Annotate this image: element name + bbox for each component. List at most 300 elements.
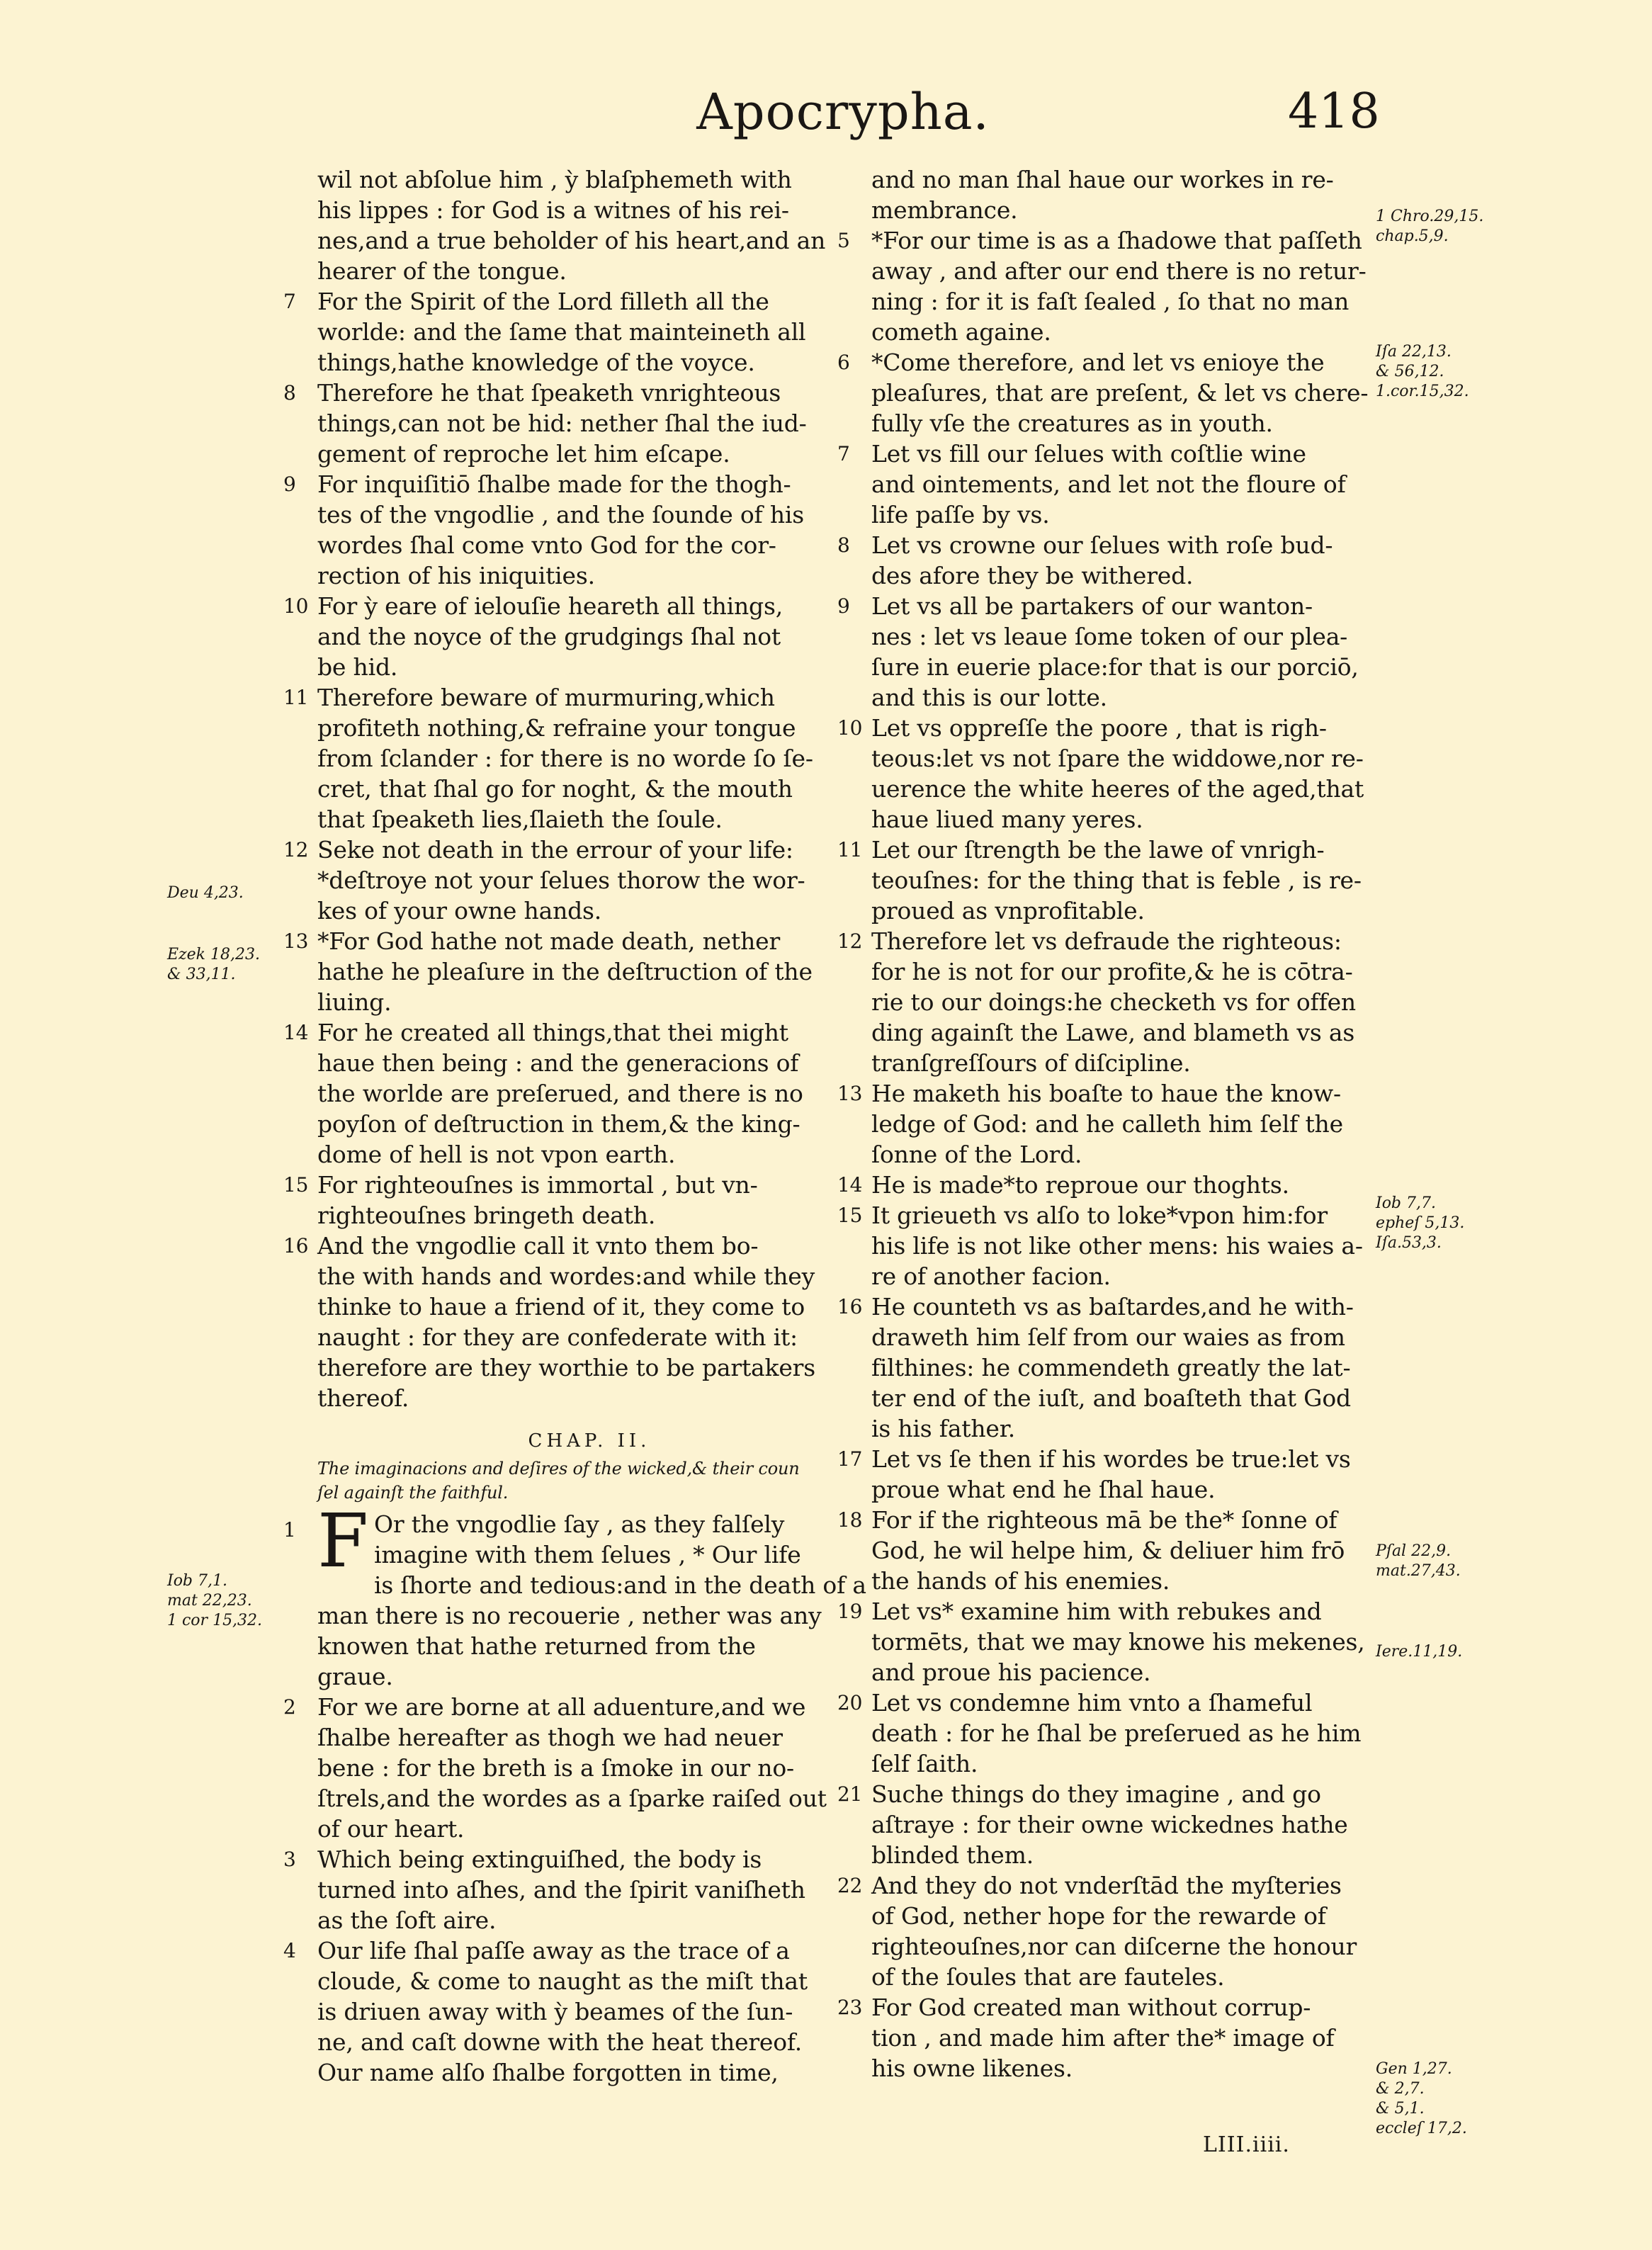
line-text: wil not abſolue him , ỳ blaſphemeth with xyxy=(317,166,792,193)
line-text: nes,and a true beholder of his heart,and an xyxy=(317,227,826,254)
text-line xyxy=(871,774,1415,804)
first-verse xyxy=(283,1498,861,1584)
text-line xyxy=(837,1779,1415,1809)
line-text: things,hathe knowledge of the voyce. xyxy=(317,349,755,376)
verse-number: 1 xyxy=(283,1518,296,1542)
line-text: nes : let vs leaue ſome token of our plea- xyxy=(871,623,1348,650)
line-text: proue what end he ſhal haue. xyxy=(871,1476,1216,1503)
line-text: For he created all things,that thei might xyxy=(317,1019,788,1046)
text-line xyxy=(283,926,861,956)
text-line xyxy=(837,1200,1415,1231)
text-line xyxy=(837,1078,1415,1109)
line-text: draweth him ſelf from our waies as from xyxy=(871,1323,1345,1351)
line-text: aſtraye : for their owne wickednes hathe xyxy=(871,1811,1348,1838)
text-line xyxy=(871,682,1415,713)
line-text: ding againſt the Lawe, and blameth vs as xyxy=(871,1019,1355,1046)
text-line xyxy=(871,1383,1415,1413)
text-line xyxy=(317,1966,861,1996)
text-line xyxy=(317,317,861,347)
margin-note-line: 1 Chro.29,15. xyxy=(1376,208,1484,225)
line-text: proued as vnprofitable. xyxy=(871,897,1145,925)
line-text: graue. xyxy=(317,1663,393,1690)
left-column xyxy=(283,164,866,2088)
line-text: is driuen away with ỳ beames of the ſun- xyxy=(317,1998,793,2025)
line-text: re of another facion. xyxy=(871,1262,1111,1290)
text-line xyxy=(871,1017,1415,1048)
line-text: cometh againe. xyxy=(871,318,1051,346)
line-text: thereof. xyxy=(317,1384,409,1412)
text-line xyxy=(871,1748,1415,1779)
text-line xyxy=(283,378,861,408)
text-line xyxy=(317,225,861,256)
line-text: *deſtroye not your ſelues thorow the wor- xyxy=(317,866,805,894)
line-text: And they do not vnderſtād the myſteries xyxy=(871,1872,1342,1899)
text-line xyxy=(317,1631,861,1661)
line-text: He maketh his boaſte to haue the know- xyxy=(871,1080,1341,1107)
margin-note xyxy=(1376,1642,1462,1662)
margin-note-line: 1 cor 15,32. xyxy=(167,1612,263,1629)
verse-number: 19 xyxy=(837,1600,863,1623)
text-line xyxy=(317,195,861,225)
line-text: righteouſnes bringeth death. xyxy=(317,1202,656,1229)
margin-note-line: Iſa.53,3. xyxy=(1376,1234,1442,1252)
line-text: Which being extinguiſhed, the body is xyxy=(317,1845,762,1873)
line-text: For righteouſnes is immortal , but vn- xyxy=(317,1171,758,1199)
text-line xyxy=(837,1688,1415,1718)
line-text: turned into aſhes, and the ſpirit vaniſheth xyxy=(317,1876,805,1904)
line-text: his owne likenes. xyxy=(871,2054,1073,2082)
line-text: Let our ſtrength be the lawe of vnrigh- xyxy=(871,836,1325,864)
line-text: fully vſe the creatures as in youth. xyxy=(871,409,1273,437)
line-text: away , and after our end there is no retur- xyxy=(871,257,1367,285)
text-line xyxy=(837,1444,1415,1474)
margin-note xyxy=(167,945,260,985)
text-line xyxy=(283,469,861,499)
text-line xyxy=(283,1231,861,1261)
margin-note xyxy=(167,1571,262,1631)
text-line xyxy=(317,1600,861,1631)
verse-number: 17 xyxy=(837,1447,863,1471)
line-text: thinke to haue a friend of it, they come to xyxy=(317,1293,805,1321)
line-text: poyſon of deſtruction in them,& the king- xyxy=(317,1110,800,1138)
line-text: be hid. xyxy=(317,653,398,681)
verse-number: 9 xyxy=(837,594,850,618)
text-line xyxy=(317,621,861,652)
margin-note-line: Iere.11,19. xyxy=(1376,1643,1463,1661)
line-text: ledge of God: and he calleth him ſelf the xyxy=(871,1110,1343,1138)
text-line xyxy=(871,1718,1415,1748)
line-text: tormēts, that we may knowe his mekenes, xyxy=(871,1628,1365,1656)
text-line xyxy=(871,1474,1415,1505)
line-text: blinded them. xyxy=(871,1841,1034,1869)
text-line xyxy=(871,1840,1415,1870)
verse-number: 11 xyxy=(283,686,309,709)
line-text: and the noyce of the grudgings ſhal not xyxy=(317,623,781,650)
text-line xyxy=(871,743,1415,774)
line-text: ter end of the iuſt, and boaſteth that God xyxy=(871,1384,1351,1412)
chapter-heading: CHAP. II. xyxy=(528,1430,651,1452)
margin-note-line: Iſa 22,13. xyxy=(1376,343,1452,361)
line-text: of God, nether hope for the rewarde of xyxy=(871,1902,1326,1930)
line-text: filthines: he commendeth greatly the lat- xyxy=(871,1354,1351,1381)
text-line xyxy=(317,164,861,195)
left-bottom-text xyxy=(283,1570,866,2088)
line-text: things,can not be hid: nether ſhal the iud- xyxy=(317,409,807,437)
text-line xyxy=(317,1322,861,1352)
verse-number: 18 xyxy=(837,1508,863,1532)
text-line xyxy=(317,256,861,286)
verse-number: 7 xyxy=(283,290,296,313)
signature-mark: LIII.iiii. xyxy=(1203,2132,1290,2157)
text-line xyxy=(317,1661,861,1692)
line-text: pleaſures, that are preſent, & let vs chere- xyxy=(871,379,1369,407)
line-text: therefore are they worthie to be partakers xyxy=(317,1354,815,1381)
text-line xyxy=(283,286,861,317)
line-text: Let vs* examine him with rebukes and xyxy=(871,1598,1322,1625)
verse-number: 2 xyxy=(283,1695,296,1719)
line-text: and ointements, and let not the floure of xyxy=(871,470,1346,498)
line-text: wordes ſhal come vnto God for the cor- xyxy=(317,531,776,559)
text-line xyxy=(317,408,861,439)
line-text: man there is no recouerie , nether was any xyxy=(317,1602,822,1629)
text-line xyxy=(317,1753,861,1783)
text-line xyxy=(317,499,861,530)
line-text: ning : for it is faſt ſealed , ſo that no man xyxy=(871,288,1350,315)
text-line xyxy=(317,987,861,1017)
verse-number: 22 xyxy=(837,1874,863,1897)
text-line xyxy=(317,1722,861,1753)
text-line xyxy=(837,1291,1415,1322)
line-text: knowen that hathe returned from the xyxy=(317,1632,756,1660)
line-text: the worlde are preſerued, and there is no xyxy=(317,1080,803,1107)
text-line xyxy=(317,804,861,835)
line-text: that ſpeaketh lies,ſlaieth the ſoule. xyxy=(317,805,723,833)
line-text: Let vs crowne our ſelues with roſe bud- xyxy=(871,531,1333,559)
text-line: Or the vngodlie ſay , as they falſely xyxy=(373,1510,785,1538)
margin-note-line: Deu 4,23. xyxy=(167,884,244,902)
text-line xyxy=(283,591,861,621)
text-line xyxy=(283,682,861,713)
summary-line: ſel againſt the faithful. xyxy=(317,1483,509,1503)
line-text: hathe he pleaſure in the deſtruction of the xyxy=(317,958,813,985)
text-line xyxy=(837,1992,1415,2023)
line-text: ſelf ſaith. xyxy=(871,1750,978,1777)
text-line xyxy=(317,774,861,804)
line-text: liuing. xyxy=(317,988,392,1016)
line-text: Suche things do they imagine , and go xyxy=(871,1780,1321,1808)
text-line xyxy=(837,1870,1415,1901)
text-line xyxy=(837,1505,1415,1535)
text-line xyxy=(317,439,861,469)
line-text: Therefore let vs defraude the righteous: xyxy=(871,927,1342,955)
text-line xyxy=(871,286,1415,317)
verse-number: 14 xyxy=(283,1021,309,1044)
line-text: teouſnes: for the thing that is feble , is re- xyxy=(871,866,1362,894)
line-text: Let vs fill our ſelues with coſtlie wine xyxy=(871,440,1306,468)
line-text: tion , and made him after the* image of xyxy=(871,2024,1335,2052)
text-line xyxy=(283,1935,861,1966)
text-line xyxy=(837,225,1415,256)
margin-note-line: mat 22,23. xyxy=(167,1592,252,1610)
page-title: Apocrypha. xyxy=(696,83,990,141)
text-line xyxy=(871,1109,1415,1139)
line-text: kes of your owne hands. xyxy=(317,897,602,925)
text-line xyxy=(871,499,1415,530)
verse-number: 4 xyxy=(283,1939,296,1962)
line-text: of the ſoules that are fauteles. xyxy=(871,1963,1225,1991)
line-text: cloude, & come to naught as the miſt that xyxy=(317,1967,808,1995)
text-line xyxy=(837,835,1415,865)
verse-number: 5 xyxy=(837,229,850,252)
text-line xyxy=(837,591,1415,621)
line-text: naught : for they are confederate with it: xyxy=(317,1323,798,1351)
line-text: For if the righteous mā be the* ſonne of xyxy=(871,1506,1337,1534)
verse-number: 16 xyxy=(837,1295,863,1318)
chapter-summary xyxy=(317,1457,861,1505)
margin-note xyxy=(1376,2059,1467,2139)
text-line xyxy=(871,652,1415,682)
line-text: Let vs condemne him vnto a ſhameful xyxy=(871,1689,1313,1717)
line-text: And the vngodlie call it vnto them bo- xyxy=(317,1232,759,1260)
text-line xyxy=(871,1627,1415,1657)
line-text: ne, and caſt downe with the heat thereof. xyxy=(317,2028,803,2056)
margin-note-line: Ezek 18,23. xyxy=(167,946,260,963)
verse-number: 6 xyxy=(837,351,850,374)
text-line xyxy=(837,439,1415,469)
margin-note-line: eccleſ 17,2. xyxy=(1376,2120,1467,2137)
text-line xyxy=(283,1170,861,1200)
text-line xyxy=(283,1844,861,1875)
line-text: worlde: and the ſame that mainteineth all xyxy=(317,318,806,346)
margin-note xyxy=(1376,342,1469,402)
line-text: He counteth vs as baſtardes,and he with- xyxy=(871,1293,1354,1321)
verse-number: 7 xyxy=(837,442,850,465)
line-text: dome of hell is not vpon earth. xyxy=(317,1141,676,1168)
text-line xyxy=(317,1570,866,1600)
margin-note-line: epheſ 5,13. xyxy=(1376,1214,1465,1232)
verse-number: 21 xyxy=(837,1782,863,1806)
line-text: the with hands and wordes:and while they xyxy=(317,1262,815,1290)
line-text: Therefore he that ſpeaketh vnrighteous xyxy=(317,379,781,407)
text-line xyxy=(871,987,1415,1017)
page-number: 418 xyxy=(1288,84,1380,140)
line-text: profiteth nothing,& refraine your tongue xyxy=(317,714,796,742)
text-line xyxy=(317,347,861,378)
text-line xyxy=(837,530,1415,560)
verse-number: 3 xyxy=(283,1848,296,1871)
margin-note xyxy=(1376,1542,1461,1581)
text-line xyxy=(317,1048,861,1078)
line-text: For inquiſitiō ſhalbe made for the thogh- xyxy=(317,470,791,498)
line-text: cret, that ſhal go for noght, & the mouth xyxy=(317,775,793,803)
margin-note-line: 1.cor.15,32. xyxy=(1376,383,1469,400)
line-text: des afore they be withered. xyxy=(871,562,1194,589)
text-line xyxy=(837,713,1415,743)
line-text: He is made*to reproue our thoghts. xyxy=(871,1171,1289,1199)
line-text: For ỳ eare of ielouſie heareth all things, xyxy=(317,592,783,620)
text-line xyxy=(871,378,1415,408)
text-line xyxy=(317,1261,861,1291)
line-text: *Come therefore, and let vs enioye the xyxy=(871,349,1325,376)
text-line xyxy=(871,956,1415,987)
line-text: haue then being : and the generacions of xyxy=(317,1049,799,1077)
text-line xyxy=(871,1352,1415,1383)
margin-note xyxy=(1376,207,1483,247)
text-line xyxy=(317,1352,861,1383)
line-text: Let vs ſe then if his wordes be true:let vs xyxy=(871,1445,1351,1473)
text-line xyxy=(283,835,861,865)
verse-number: 8 xyxy=(837,533,850,557)
text-line xyxy=(871,317,1415,347)
verse-number: 13 xyxy=(837,1082,863,1105)
line-text: haue liued many yeres. xyxy=(871,805,1143,833)
text-line xyxy=(283,1692,861,1722)
line-text: Our name alſo ſhalbe forgotten in time, xyxy=(317,2059,779,2086)
margin-note-line: Pſal 22,9. xyxy=(1376,1542,1452,1560)
text-line xyxy=(317,1383,861,1413)
line-text: from ſclander : for there is no worde ſo ſe- xyxy=(317,745,813,772)
text-line xyxy=(837,1170,1415,1200)
verse-number: 16 xyxy=(283,1234,309,1257)
text-line xyxy=(317,2027,861,2057)
verse-number: 12 xyxy=(837,929,863,953)
text-line xyxy=(317,865,861,895)
text-line xyxy=(871,804,1415,835)
line-text: teous:let vs not ſpare the widdowe,nor re- xyxy=(871,745,1364,772)
line-text: It grieueth vs alſo to loke*vpon him:for xyxy=(871,1202,1328,1229)
text-line xyxy=(871,1322,1415,1352)
text-line xyxy=(871,408,1415,439)
text-line xyxy=(317,1291,861,1322)
verse-number: 20 xyxy=(837,1691,863,1714)
line-text: ſhalbe hereafter as thogh we had neuer xyxy=(317,1724,783,1751)
line-text: gement of reproche let him eſcape. xyxy=(317,440,730,468)
margin-note-line: & 2,7. xyxy=(1376,2080,1425,2098)
text-line xyxy=(317,1783,861,1814)
text-line xyxy=(871,1048,1415,1078)
line-text: rection of his iniquities. xyxy=(317,562,595,589)
text-line xyxy=(871,1413,1415,1444)
line-text: for he is not for our profite,& he is cōtra- xyxy=(871,958,1353,985)
right-column xyxy=(837,164,1415,2084)
text-line xyxy=(871,1931,1415,1962)
text-line xyxy=(317,1996,861,2027)
margin-note-line: & 56,12. xyxy=(1376,363,1444,380)
text-line xyxy=(317,1078,861,1109)
line-text: life paſſe by vs. xyxy=(871,501,1050,528)
text-line xyxy=(317,1875,861,1905)
text-line xyxy=(317,1109,861,1139)
verse-number: 10 xyxy=(283,594,309,618)
verse-number: 15 xyxy=(837,1204,863,1227)
text-line xyxy=(837,347,1415,378)
text-line xyxy=(871,1261,1415,1291)
verse-number: 14 xyxy=(837,1173,863,1197)
text-line xyxy=(317,530,861,560)
line-text: and this is our lotte. xyxy=(871,684,1107,711)
text-line xyxy=(871,1535,1415,1566)
text-line xyxy=(871,1809,1415,1840)
line-text: uerence the white heeres of the aged,that xyxy=(871,775,1364,803)
text-line xyxy=(871,560,1415,591)
text-line xyxy=(871,469,1415,499)
line-text: hearer of the tongue. xyxy=(317,257,567,285)
text-line xyxy=(871,1657,1415,1688)
text-line xyxy=(871,865,1415,895)
line-text: membrance. xyxy=(871,196,1018,224)
margin-note xyxy=(167,883,244,903)
line-text: is ſhorte and tedious:and in the death of a xyxy=(373,1571,866,1599)
margin-note-line: Iob 7,7. xyxy=(1376,1194,1436,1212)
text-line xyxy=(871,1231,1415,1261)
text-line xyxy=(317,1139,861,1170)
line-text: tes of the vngodlie , and the ſounde of his xyxy=(317,501,804,528)
text-line xyxy=(317,1814,861,1844)
drop-cap: F xyxy=(317,1498,368,1584)
line-text: God, he wil helpe him, & deliuer him frō xyxy=(871,1537,1345,1564)
line-text: Seke not death in the errour of your life: xyxy=(317,836,793,864)
margin-note-line: Gen 1,27. xyxy=(1376,2060,1452,2078)
text-line xyxy=(871,256,1415,286)
line-text: Therefore beware of murmuring,which xyxy=(317,684,775,711)
text-line xyxy=(837,1596,1415,1627)
margin-note-line: mat.27,43. xyxy=(1376,1562,1461,1580)
text-line xyxy=(871,895,1415,926)
text-line xyxy=(871,1139,1415,1170)
line-text: *For God hathe not made death, nether xyxy=(317,927,781,955)
line-text: righteouſnes,nor can diſcerne the honour xyxy=(871,1933,1357,1960)
verse-number: 13 xyxy=(283,929,309,953)
text-line xyxy=(317,652,861,682)
line-text: death : for he ſhal be preſerued as he him xyxy=(871,1719,1362,1747)
line-text: ſure in euerie place:for that is our porciō, xyxy=(871,653,1359,681)
verse-number: 15 xyxy=(283,1173,309,1197)
line-text: *For our time is as a ſhadowe that paſſeth xyxy=(871,227,1362,254)
text-line xyxy=(283,1017,861,1048)
line-text: and proue his pacience. xyxy=(871,1658,1151,1686)
verse-number: 11 xyxy=(837,838,863,861)
text-line xyxy=(317,2057,861,2088)
text-line: imagine with them ſelues , * Our life xyxy=(373,1541,801,1568)
text-line xyxy=(837,926,1415,956)
text-line xyxy=(317,1905,861,1935)
line-text: For the Spirit of the Lord filleth all the xyxy=(317,288,769,315)
margin-note-line: Iob 7,1. xyxy=(167,1572,227,1590)
line-text: ſonne of the Lord. xyxy=(871,1141,1082,1168)
line-text: the hands of his enemies. xyxy=(871,1567,1170,1595)
left-top-text xyxy=(283,164,861,1413)
text-line xyxy=(871,621,1415,652)
line-text: and no man ſhal haue our workes in re- xyxy=(871,166,1334,193)
verse-number: 12 xyxy=(283,838,309,861)
text-line xyxy=(317,560,861,591)
line-text: For God created man without corrup- xyxy=(871,1994,1311,2021)
line-text: Let vs all be partakers of our wanton- xyxy=(871,592,1313,620)
line-text: is his father. xyxy=(871,1415,1015,1442)
line-text: his lippes : for God is a witnes of his rei- xyxy=(317,196,789,224)
text-line xyxy=(871,1566,1415,1596)
line-text: tranſgreſſours of diſcipline. xyxy=(871,1049,1191,1077)
text-line xyxy=(871,164,1415,195)
text-line xyxy=(317,743,861,774)
text-line xyxy=(317,956,861,987)
summary-line: The imaginacions and deſires of the wicked,& their coun xyxy=(317,1459,800,1479)
line-text: Our life ſhal paſſe away as the trace of a xyxy=(317,1937,790,1964)
text-line xyxy=(317,1200,861,1231)
line-text: For we are borne at all aduenture,and we xyxy=(317,1693,806,1721)
margin-note-line: chap.5,9. xyxy=(1376,227,1449,245)
text-line xyxy=(317,713,861,743)
